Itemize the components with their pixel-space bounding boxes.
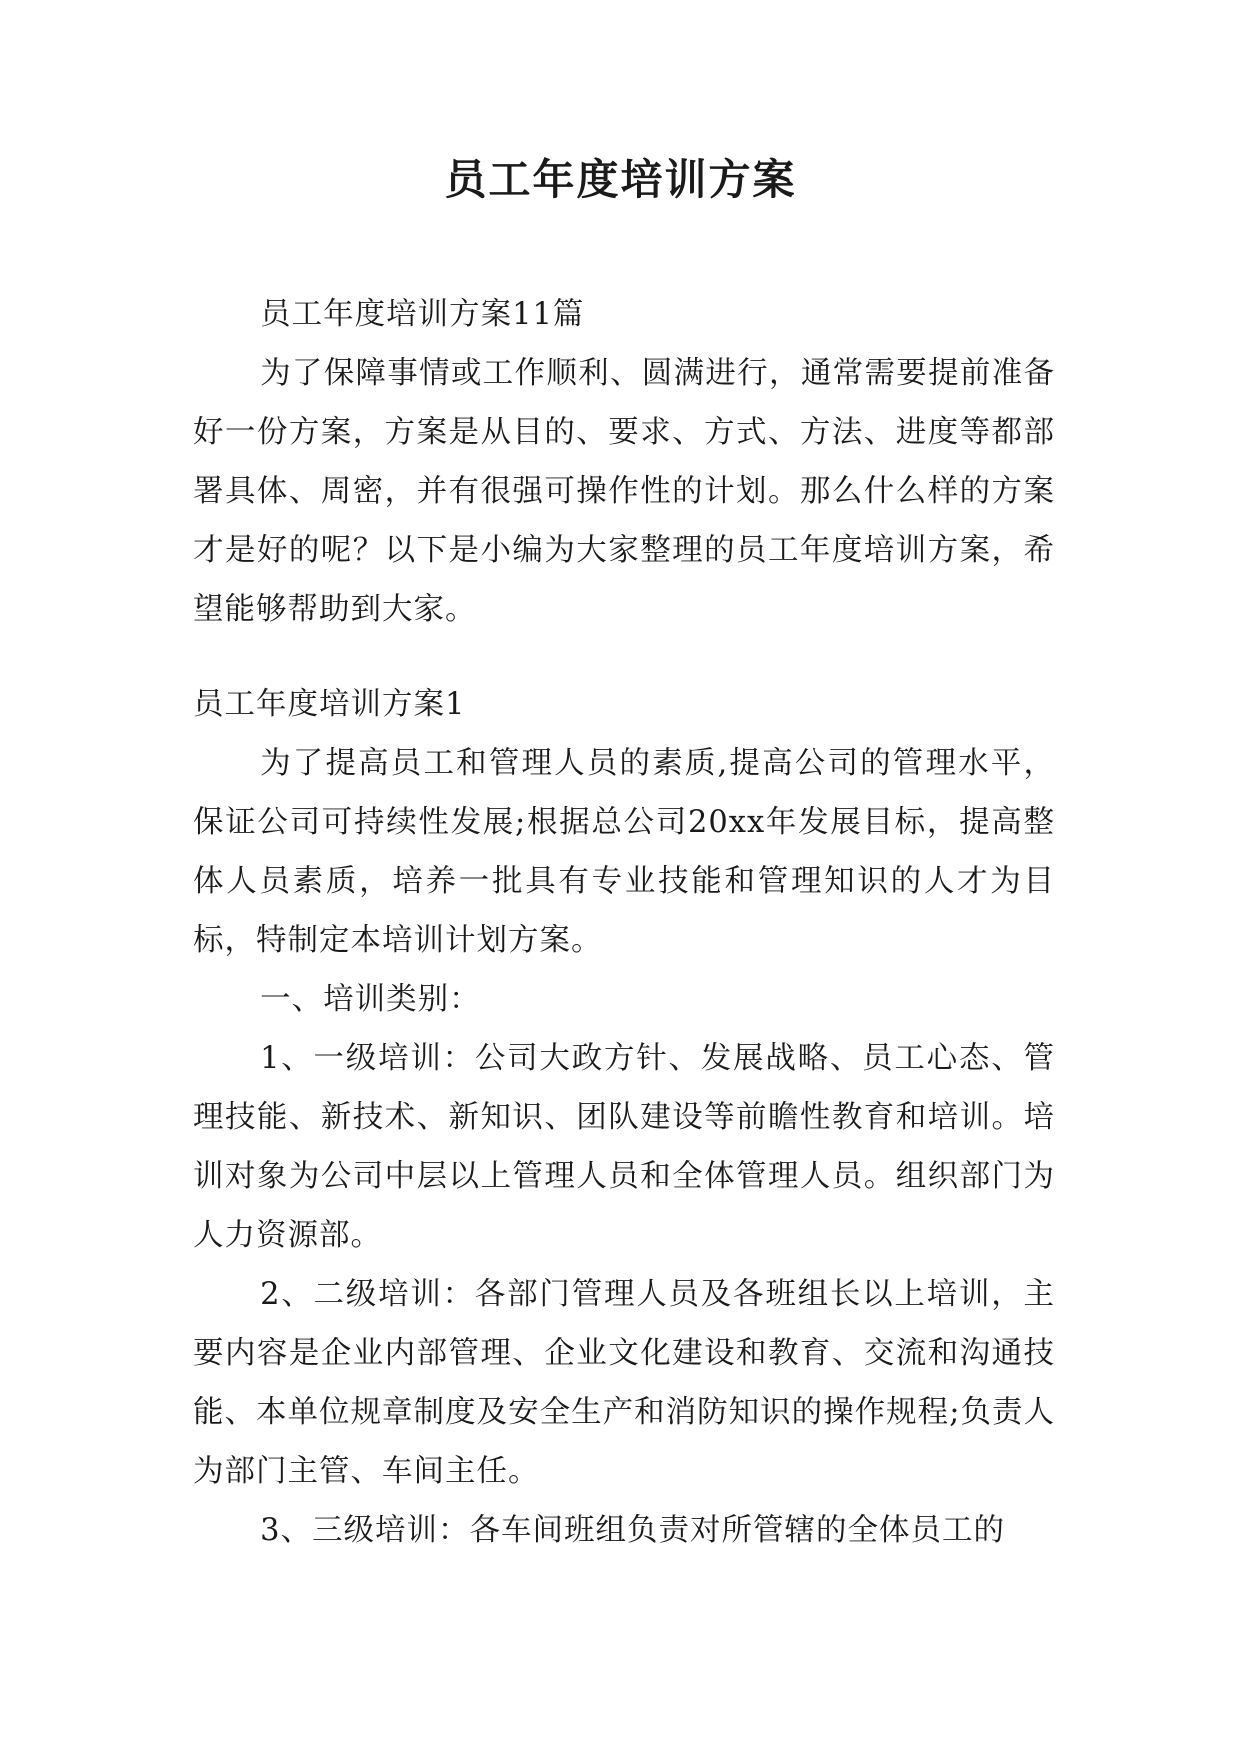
- level-one-paragraph: 1、一级培训：公司大政方针、发展战略、员工心态、管理技能、新技术、新知识、团队建设等前瞻性教育和培训。培训对象为公司中层以上管理人员和全体管理人员。组织部门为人力资源部。: [193, 1041, 1055, 1253]
- section-gap: [193, 639, 1055, 675]
- level-two-paragraph: 2、二级培训：各部门管理人员及各班组长以上培训，主要内容是企业内部管理、企业文化建设和教育、交流和沟通技能、本单位规章制度及安全生产和消防知识的操作规程;负责人为部门主管、车间主任。: [193, 1277, 1055, 1489]
- subtitle-paragraph: 员工年度培训方案11篇: [260, 297, 585, 332]
- level-three-paragraph: 3、三级培训：各车间班组负责对所管辖的全体员工的: [260, 1513, 1005, 1548]
- section-heading: 员工年度培训方案1: [193, 687, 466, 722]
- intro-paragraph: 为了保障事情或工作顺利、圆满进行，通常需要提前准备好一份方案，方案是从目的、要求、方式、方法、进度等都部署具体、周密，并有很强可操作性的计划。那么什么样的方案才是好的呢？以下是小编为大家整理的员工年度培训方案，希望能够帮助到大家。: [193, 356, 1055, 627]
- purpose-paragraph: 为了提高员工和管理人员的素质,提高公司的管理水平，保证公司可持续性发展;根据总公司20xx年发展目标，提高整体人员素质，培养一批具有专业技能和管理知识的人才为目标，特制定本培训计划方案。: [193, 746, 1055, 958]
- document-body: [193, 285, 1055, 1560]
- training-category-heading: 一、培训类别：: [260, 982, 481, 1017]
- document-title: 员工年度培训方案: [444, 155, 797, 204]
